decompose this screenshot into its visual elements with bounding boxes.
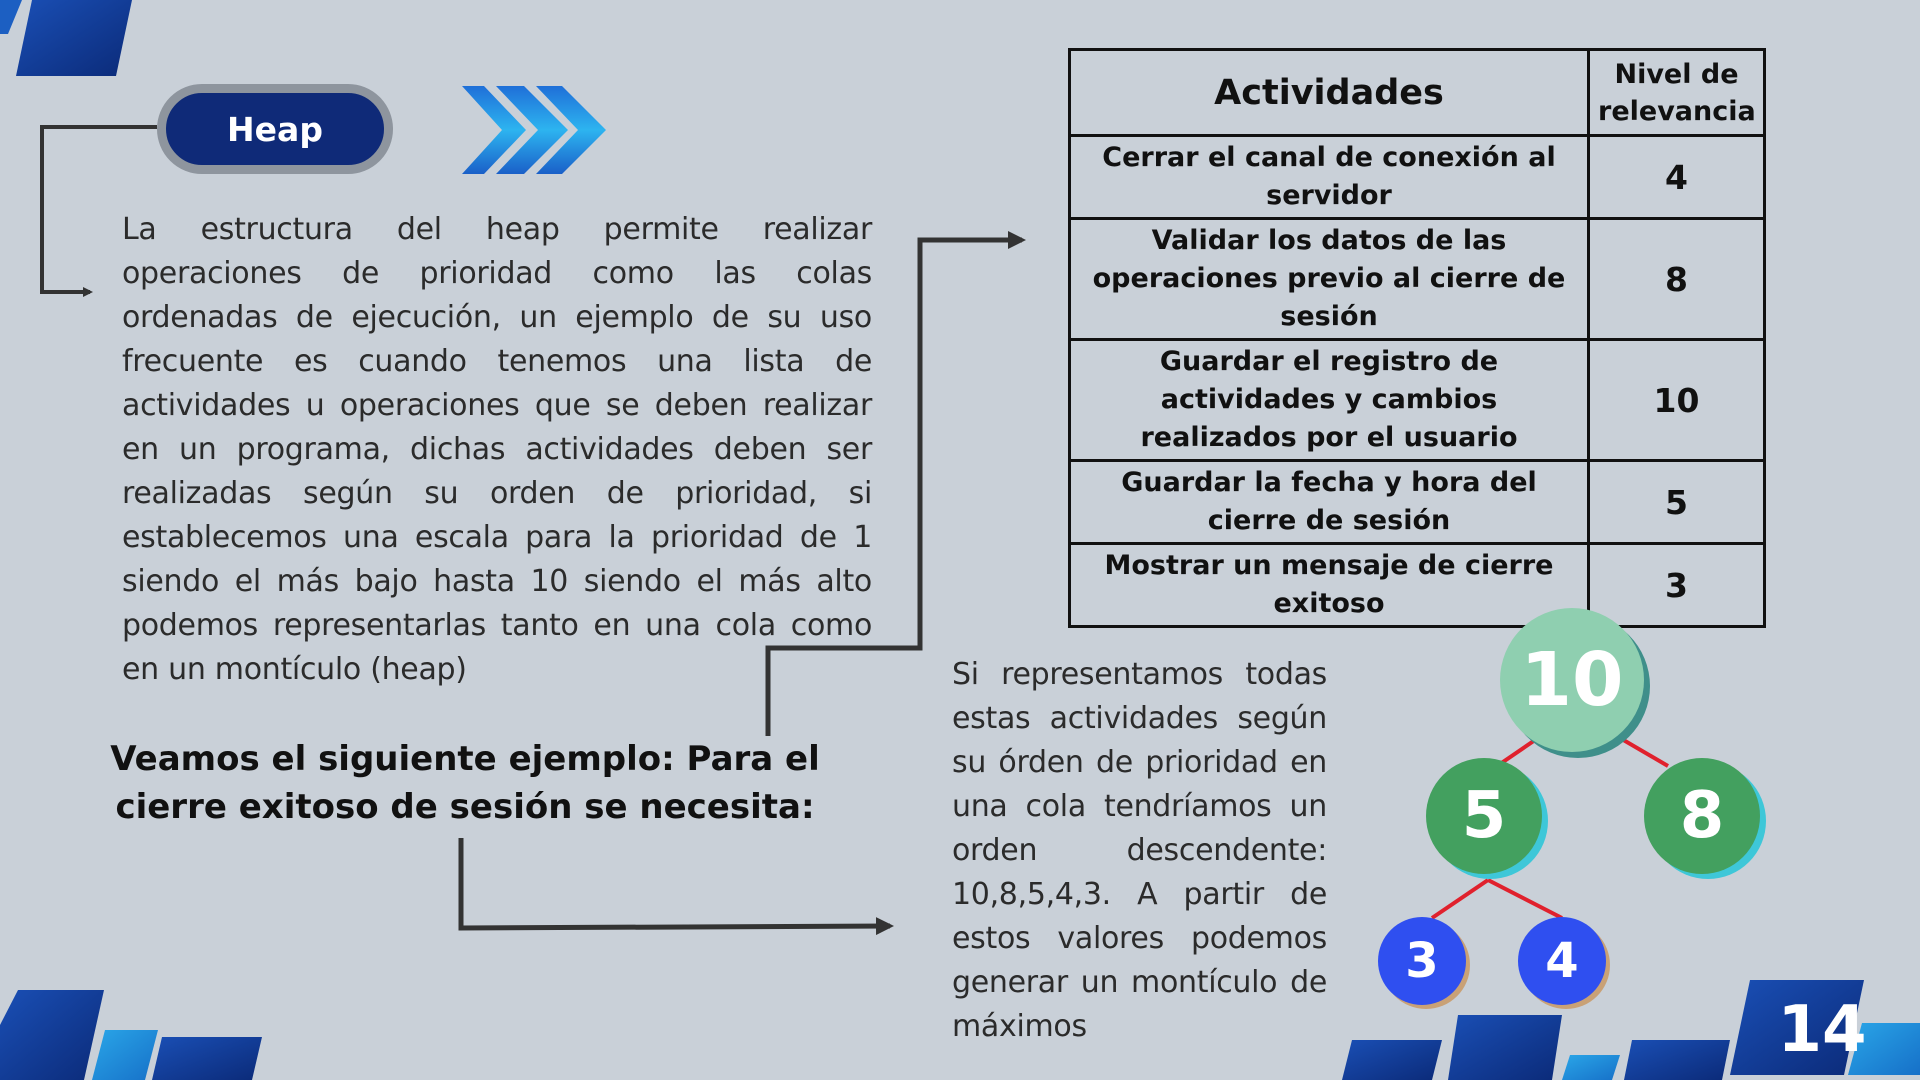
edge-left-leftleft <box>1432 880 1488 918</box>
tree-node-left: 5 <box>1426 758 1542 874</box>
heap-title-pill: Heap <box>157 84 393 174</box>
intro-paragraph: La estructura del heap permite realizar operaciones de prioridad como las colas ordenadas de ejecución, un ejemplo de su uso frecuente es cuando tenemos una lista de actividades u operaciones que se deben realizar en un programa, dichas actividades deben ser realizadas según su orden de prioridad, si establecemos una escala para la prioridad de 1 siendo el más bajo hasta 10 siendo el más alto podemos representarlas tanto en una cola como en un montículo (heap) <box>122 212 872 687</box>
header-relevance: Nivel de relevancia <box>1589 50 1765 136</box>
edge-root-left <box>1500 738 1538 764</box>
activity-cell: Validar los datos de las operaciones previo al cierre de sesión <box>1070 219 1589 340</box>
activity-cell: Guardar la fecha y hora del cierre de sesión <box>1070 461 1589 544</box>
edge-left-leftright <box>1488 880 1562 918</box>
activity-cell: Mostrar un mensaje de cierre exitoso <box>1070 544 1589 627</box>
tree-node-left-left: 3 <box>1378 917 1466 1005</box>
tree-node-root: 10 <box>1500 608 1644 752</box>
level-cell: 10 <box>1589 340 1765 461</box>
activity-cell: Guardar el registro de actividades y cambios realizados por el usuario <box>1070 340 1589 461</box>
header-activities: Actividades <box>1070 50 1589 136</box>
level-cell: 8 <box>1589 219 1765 340</box>
page-number: 14 <box>1777 993 1867 1067</box>
level-cell: 3 <box>1589 544 1765 627</box>
example-title: Veamos el siguiente ejemplo: Para el cierre exitoso de sesión se necesita: <box>110 739 820 827</box>
level-cell: 4 <box>1589 136 1765 219</box>
level-cell: 5 <box>1589 461 1765 544</box>
tree-node-right: 8 <box>1644 758 1760 874</box>
edge-root-right <box>1620 738 1668 766</box>
tree-node-left-right: 4 <box>1518 917 1606 1005</box>
explanation-paragraph: Si representamos todas estas actividades según su órden de prioridad en una cola tendríamos un orden descendente: 10,8,5,4,3. A partir de estos valores podemos generar un montículo de máximos <box>952 657 1327 1044</box>
activity-cell: Cerrar el canal de conexión al servidor <box>1070 136 1589 219</box>
